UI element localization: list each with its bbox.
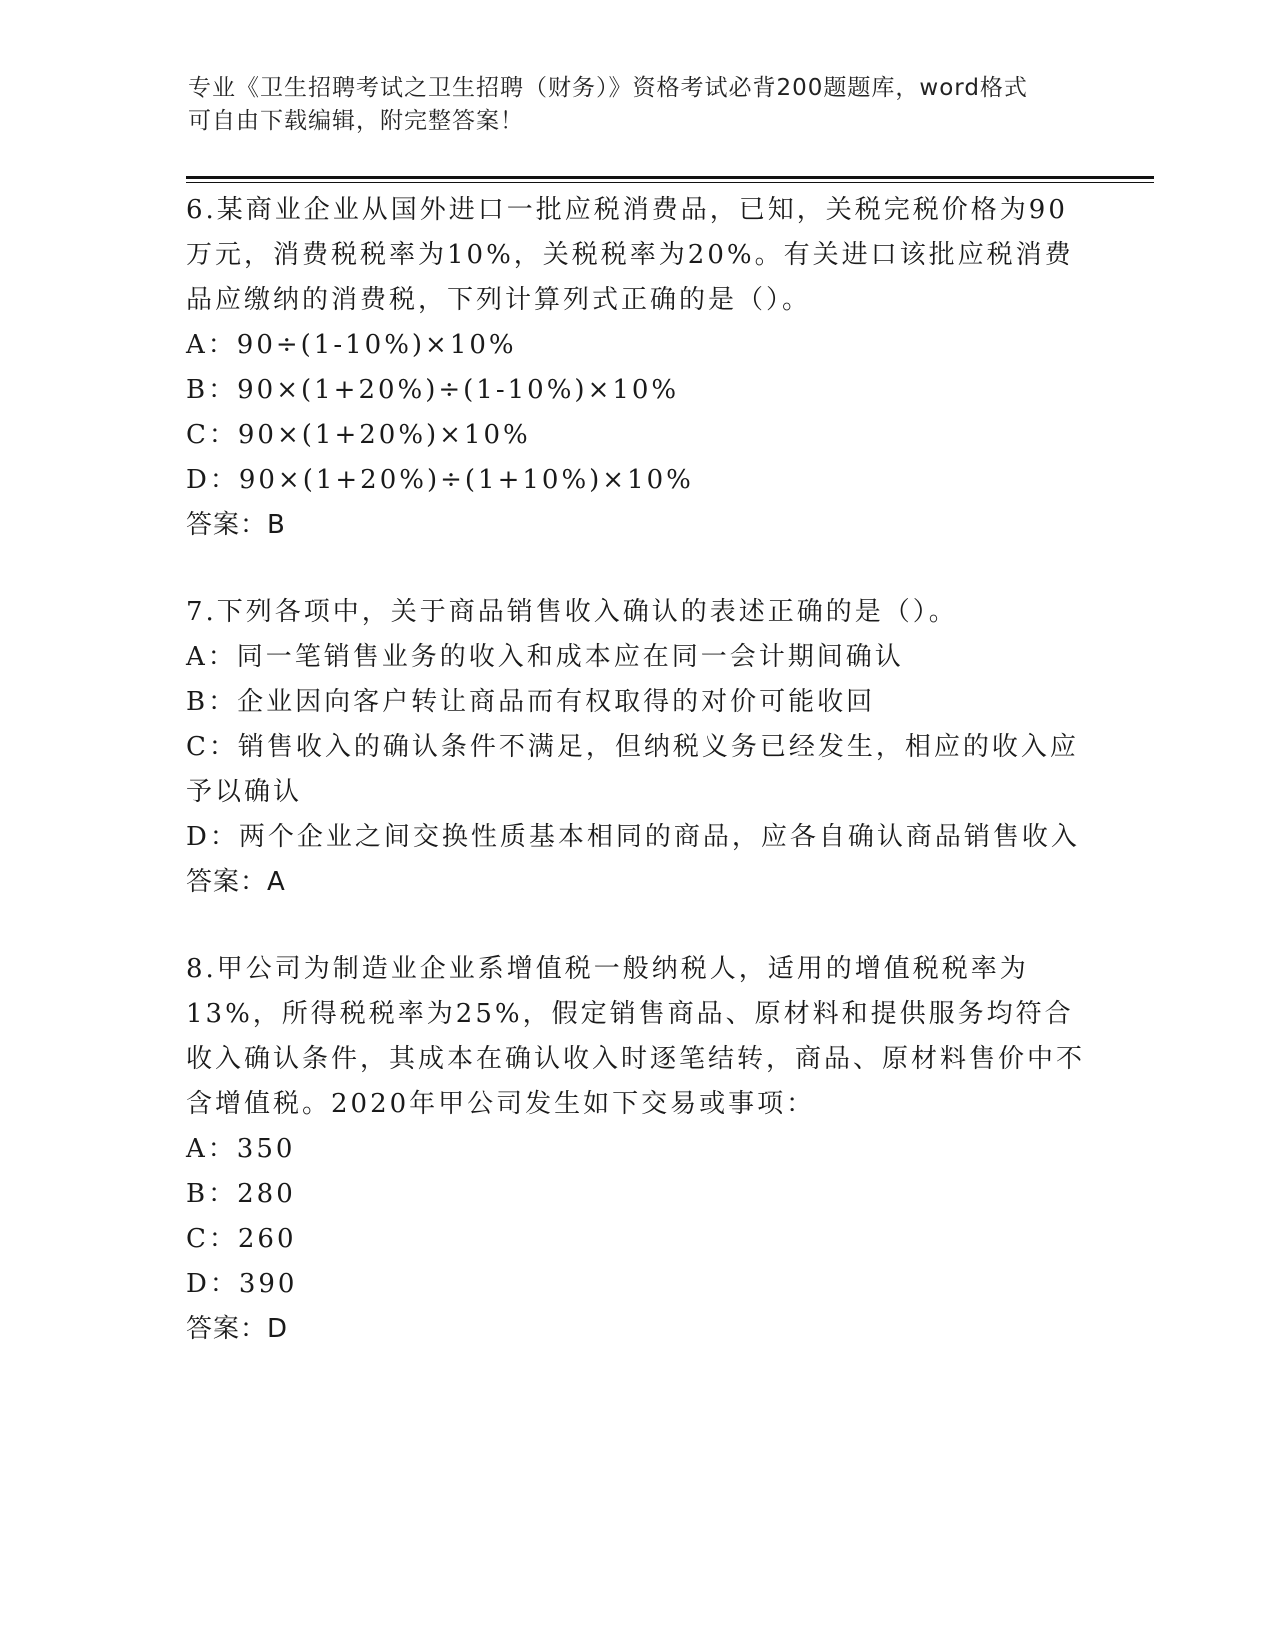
question-spacer bbox=[186, 905, 1086, 947]
option-a: A：90÷(1-10%)×10% bbox=[186, 330, 517, 360]
option-d: D：390 bbox=[186, 1269, 298, 1299]
option-a: A：350 bbox=[186, 1134, 296, 1164]
header-line-1: 专业《卫生招聘考试之卫生招聘（财务）》资格考试必背200题题库，word格式 bbox=[188, 75, 1028, 101]
document-header bbox=[188, 72, 1068, 138]
question-list bbox=[186, 188, 1086, 1352]
header-line-2: 可自由下载编辑，附完整答案！ bbox=[188, 108, 524, 134]
option-c: C：260 bbox=[186, 1224, 297, 1254]
question-7 bbox=[186, 590, 1086, 905]
question-stem: 7.下列各项中，关于商品销售收入确认的表述正确的是（）。 bbox=[186, 597, 958, 627]
option-b: B：90×(1+20%)÷(1-10%)×10% bbox=[186, 375, 680, 405]
answer-line: 答案：D bbox=[186, 1314, 289, 1344]
option-b: B：企业因向客户转让商品而有权取得的对价可能收回 bbox=[186, 687, 876, 717]
option-d: D：两个企业之间交换性质基本相同的商品，应各自确认商品销售收入 bbox=[186, 822, 1080, 852]
question-8 bbox=[186, 947, 1086, 1352]
question-6 bbox=[186, 188, 1086, 548]
question-spacer bbox=[186, 548, 1086, 590]
option-c: C：90×(1+20%)×10% bbox=[186, 420, 531, 450]
header-divider-thin bbox=[186, 182, 1154, 183]
answer-line: 答案：B bbox=[186, 510, 286, 540]
question-stem: 8.甲公司为制造业企业系增值税一般纳税人，适用的增值税税率为13%，所得税税率为25%，假定销售商品、原材料和提供服务均符合收入确认条件，其成本在确认收入时逐笔结转，商品、原材料售价中不含增值税。2020年甲公司发生如下交易或事项： bbox=[186, 954, 1086, 1119]
option-a: A：同一笔销售业务的收入和成本应在同一会计期间确认 bbox=[186, 642, 904, 672]
option-b: B：280 bbox=[186, 1179, 296, 1209]
header-divider-thick bbox=[186, 176, 1154, 179]
option-d: D：90×(1+20%)÷(1+10%)×10% bbox=[186, 465, 694, 495]
answer-line: 答案：A bbox=[186, 867, 286, 897]
option-c: C：销售收入的确认条件不满足，但纳税义务已经发生，相应的收入应予以确认 bbox=[186, 732, 1079, 807]
question-stem: 6.某商业企业从国外进口一批应税消费品，已知，关税完税价格为90万元，消费税税率为10%，关税税率为20%。有关进口该批应税消费品应缴纳的消费税，下列计算列式正确的是（）。 bbox=[186, 195, 1074, 315]
